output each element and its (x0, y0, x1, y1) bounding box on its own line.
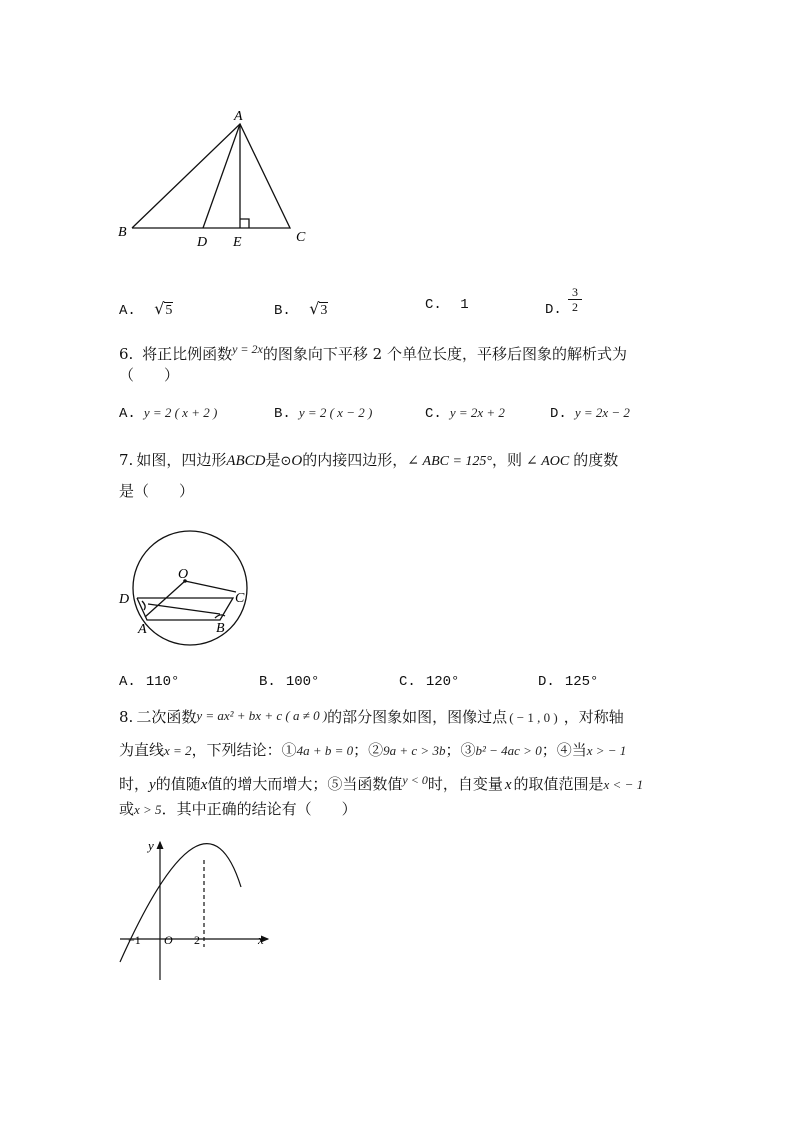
label-A: A (138, 622, 147, 637)
q8-line4: 或x > 5．其中正确的结论有（ ） (119, 800, 357, 818)
question-number: 8. (119, 708, 134, 726)
tick-label-2: 2 (194, 933, 200, 947)
q7-option-b[interactable]: B. 100° (259, 674, 320, 690)
label-A: A (234, 109, 243, 124)
sqrt-sign: √ (154, 299, 165, 318)
q5-option-b[interactable] (274, 299, 328, 319)
sqrt-value: 5 (165, 303, 173, 318)
fraction (568, 286, 582, 313)
origin-label: O (164, 933, 173, 947)
q5-option-d[interactable] (545, 302, 562, 318)
sqrt-value: 3 (320, 303, 328, 318)
sqrt-sign: √ (309, 299, 320, 318)
q6-option-d[interactable]: D. y = 2x − 2 (550, 405, 630, 422)
question-number: 7. (119, 451, 134, 469)
label-O: O (178, 567, 189, 582)
label-C: C (235, 591, 245, 606)
axis-label-x: x (258, 932, 264, 947)
question-number: 6. (119, 345, 134, 363)
numerator: 3 (568, 286, 582, 300)
label-D: D (119, 592, 130, 607)
q5-option-a[interactable] (119, 299, 173, 319)
q5-option-c[interactable] (425, 297, 469, 313)
q7-option-c[interactable]: C. 120° (399, 674, 460, 690)
q7-option-a[interactable]: A. 110° (119, 674, 180, 690)
circle-figure (110, 528, 270, 648)
label-D: D (197, 235, 208, 250)
q7-option-d[interactable]: D. 125° (538, 674, 599, 690)
q6-option-a[interactable]: A. y = 2 ( x + 2 ) (119, 405, 218, 422)
label-C: C (296, 230, 306, 245)
parabola-figure (110, 832, 280, 987)
denominator: 2 (572, 300, 578, 314)
tick-label-neg1: −1 (128, 933, 141, 947)
q8-line3: 时，y的值随x值的增大而增大；⑤当函数值$^{y < 0}$时，自变量 x 的取值范围是x < − 1 (119, 773, 644, 793)
option-label: C. (425, 297, 442, 313)
q6-stem: 6. 将正比例函数$^{y = 2x}$的图象向下平移 2 个单位长度，平移后图象的解析式为 (119, 342, 627, 363)
q8-line1: 8. 二次函数y = ax² + bx + c ( a ≠ 0 )的部分图象如图，图像过点 ( − 1 , 0 ) ，对称轴 (119, 708, 624, 726)
option-label: D. (545, 302, 562, 318)
label-B: B (118, 225, 127, 240)
q6-option-b[interactable]: B. y = 2 ( x − 2 ) (274, 405, 373, 422)
axis-label-y: y (148, 838, 154, 853)
q6-paren: （ ） (119, 366, 180, 384)
q6-option-c[interactable]: C. y = 2x + 2 (425, 405, 505, 422)
triangle-figure (110, 100, 330, 260)
label-E: E (233, 235, 242, 250)
label-B: B (216, 621, 225, 636)
math-func: y = 2x (232, 342, 263, 356)
option-label: B. (274, 303, 291, 319)
option-label: A. (119, 303, 136, 319)
q7-stem: 7. 如图，四边形ABCD是⊙O的内接四边形，∠ ABC = 125°，则 ∠ AOC 的度数 (119, 451, 619, 469)
circle-dot-icon: ⊙ (280, 454, 292, 469)
option-value: 1 (460, 297, 469, 313)
q8-line2: 为直线x = 2，下列结论：①4a + b = 0；②9a + c > 3b；③b² − 4ac > 0；④当x > − 1 (119, 741, 627, 759)
q7-stem-line2: 是（ ） (119, 482, 195, 500)
